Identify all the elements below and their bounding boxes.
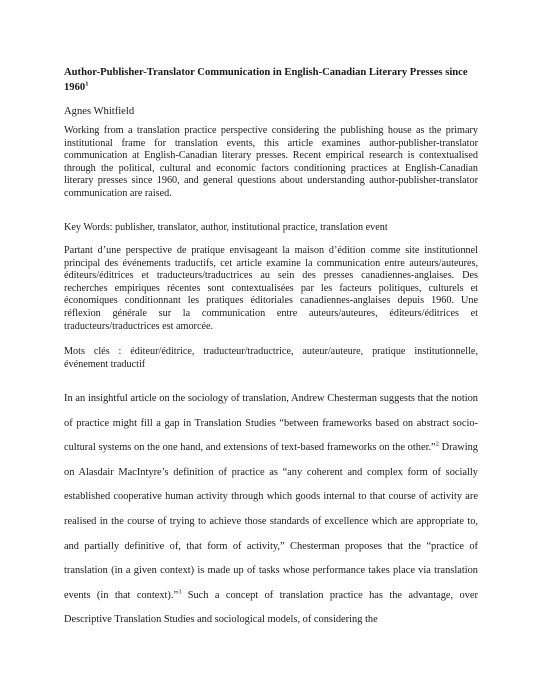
footnote-marker-1[interactable]: 1 bbox=[85, 80, 89, 88]
body-text-part-1: In an insightful article on the sociology of translation, Andrew Chesterman suggests that the notion of practice might fill a gap in Translation Studies “between frameworks based on abstract socio-cultural systems on the one hand, and extensions of text-based frameworks on the other.” bbox=[64, 393, 478, 454]
footnote-marker-3[interactable]: 3 bbox=[178, 588, 182, 596]
title-text: Author-Publisher-Translator Communication in English-Canadian Literary Presses since 1960 bbox=[64, 67, 468, 93]
keywords-french: Mots clés : éditeur/éditrice, traducteur/traductrice, auteur/auteure, pratique institutionnelle, événement traductif bbox=[64, 346, 478, 370]
abstract-french: Partant d’une perspective de pratique envisageant la maison d’édition comme site institutionnel principal des événements traductifs, cet article examine la communication entre auteurs/auteures, éditeurs/éditrices et traducteurs/traductrices au sein des presses canadiennes-anglaises. Des recherches empiriques récentes sont contextualisées par les facteurs politiques, culturels et économiques conditionnant les pratiques éditoriales canadiennes-anglaises depuis 1960. Une réflexion générale sur la communication entre auteurs/auteures, éditeurs/éditrices et traducteurs/traductrices est amorcée. bbox=[64, 245, 478, 332]
body-text-part-3: Such a concept of translation practice has the advantage, over Descriptive Translation Studies and sociological models, of considering the bbox=[64, 589, 478, 626]
article-title bbox=[64, 65, 478, 95]
body-paragraph bbox=[64, 387, 478, 633]
footnote-marker-2[interactable]: 2 bbox=[435, 440, 439, 448]
body-text-part-2: Drawing on Alasdair MacIntyre’s definition of practice as “any coherent and complex form of socially established cooperative human activity through which goods internal to that course of activity are realised in the course of trying to achieve those standards of excellence which are appropriate to, and partially definitive of, that form of activity,” Chesterman proposes that the “practice of translation (in a given context) is made up of tasks whose performance takes place via translation events (in that context).” bbox=[64, 442, 478, 601]
keywords-english: Key Words: publisher, translator, author, institutional practice, translation event bbox=[64, 222, 388, 233]
abstract-english: Working from a translation practice perspective considering the publishing house as the primary institutional frame for translation events, this article examines author-publisher-translator communication at English-Canadian literary presses. Recent empirical research is contextualised through the political, cultural and economic factors conditioning practices at English-Canadian literary presses since 1960, and general questions about understanding author-publisher-translator communication are raised. bbox=[64, 125, 478, 199]
author-name: Agnes Whitfield bbox=[64, 106, 135, 117]
